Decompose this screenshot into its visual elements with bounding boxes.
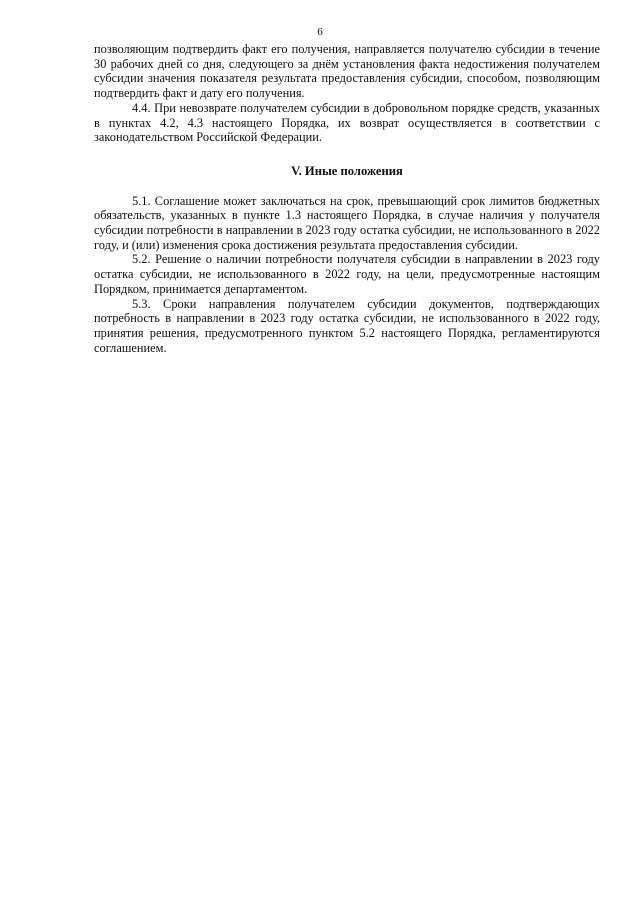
page-number: 6 bbox=[317, 26, 323, 38]
section-heading: V. Иные положения bbox=[291, 163, 403, 178]
paragraph-4-3-continuation: позволяющим подтвердить факт его получения, направляется получателю субсидии в течение 30 рабочих дней со дня, следующего за днём установления факта недостижения получателем субсидии значения показателя результата предоставления субсидии, способом, позволяющим подтвердить факт и дату его получения. bbox=[94, 42, 600, 101]
paragraph-4-4: 4.4. При невозврате получателем субсидии в добровольном порядке средств, указанных в пунктах 4.2, 4.3 настоящего Порядка, их возврат осуществляется в соответствии с законодательством Российской Федерации. bbox=[94, 100, 600, 145]
paragraph-5-2: 5.2. Решение о наличии потребности получателя субсидии в направлении в 2023 году остатка субсидии, не использованного в 2022 году, на цели, предусмотренные настоящим Порядком, принимается департаментом. bbox=[94, 252, 600, 296]
paragraph-5-3: 5.3. Сроки направления получателем субсидии документов, подтверждающих потребность в направлении в 2023 году остатка субсидии, не использованного в 2022 году, принятия решения, предусмотренного пунктом 5.2 настоящего Порядка, регламентируются соглашением. bbox=[94, 296, 600, 355]
paragraph-5-1: 5.1. Соглашение может заключаться на срок, превышающий срок лимитов бюджетных обязательств, указанных в пункте 1.3 настоящего Порядка, в случае наличия у получателя субсидии потребности в направлении в 2023 году остатка субсидии, не использованного в 2022 году, и (или) изменения срока достижения результата предоставления субсидии. bbox=[94, 193, 600, 252]
document-body bbox=[94, 42, 600, 355]
